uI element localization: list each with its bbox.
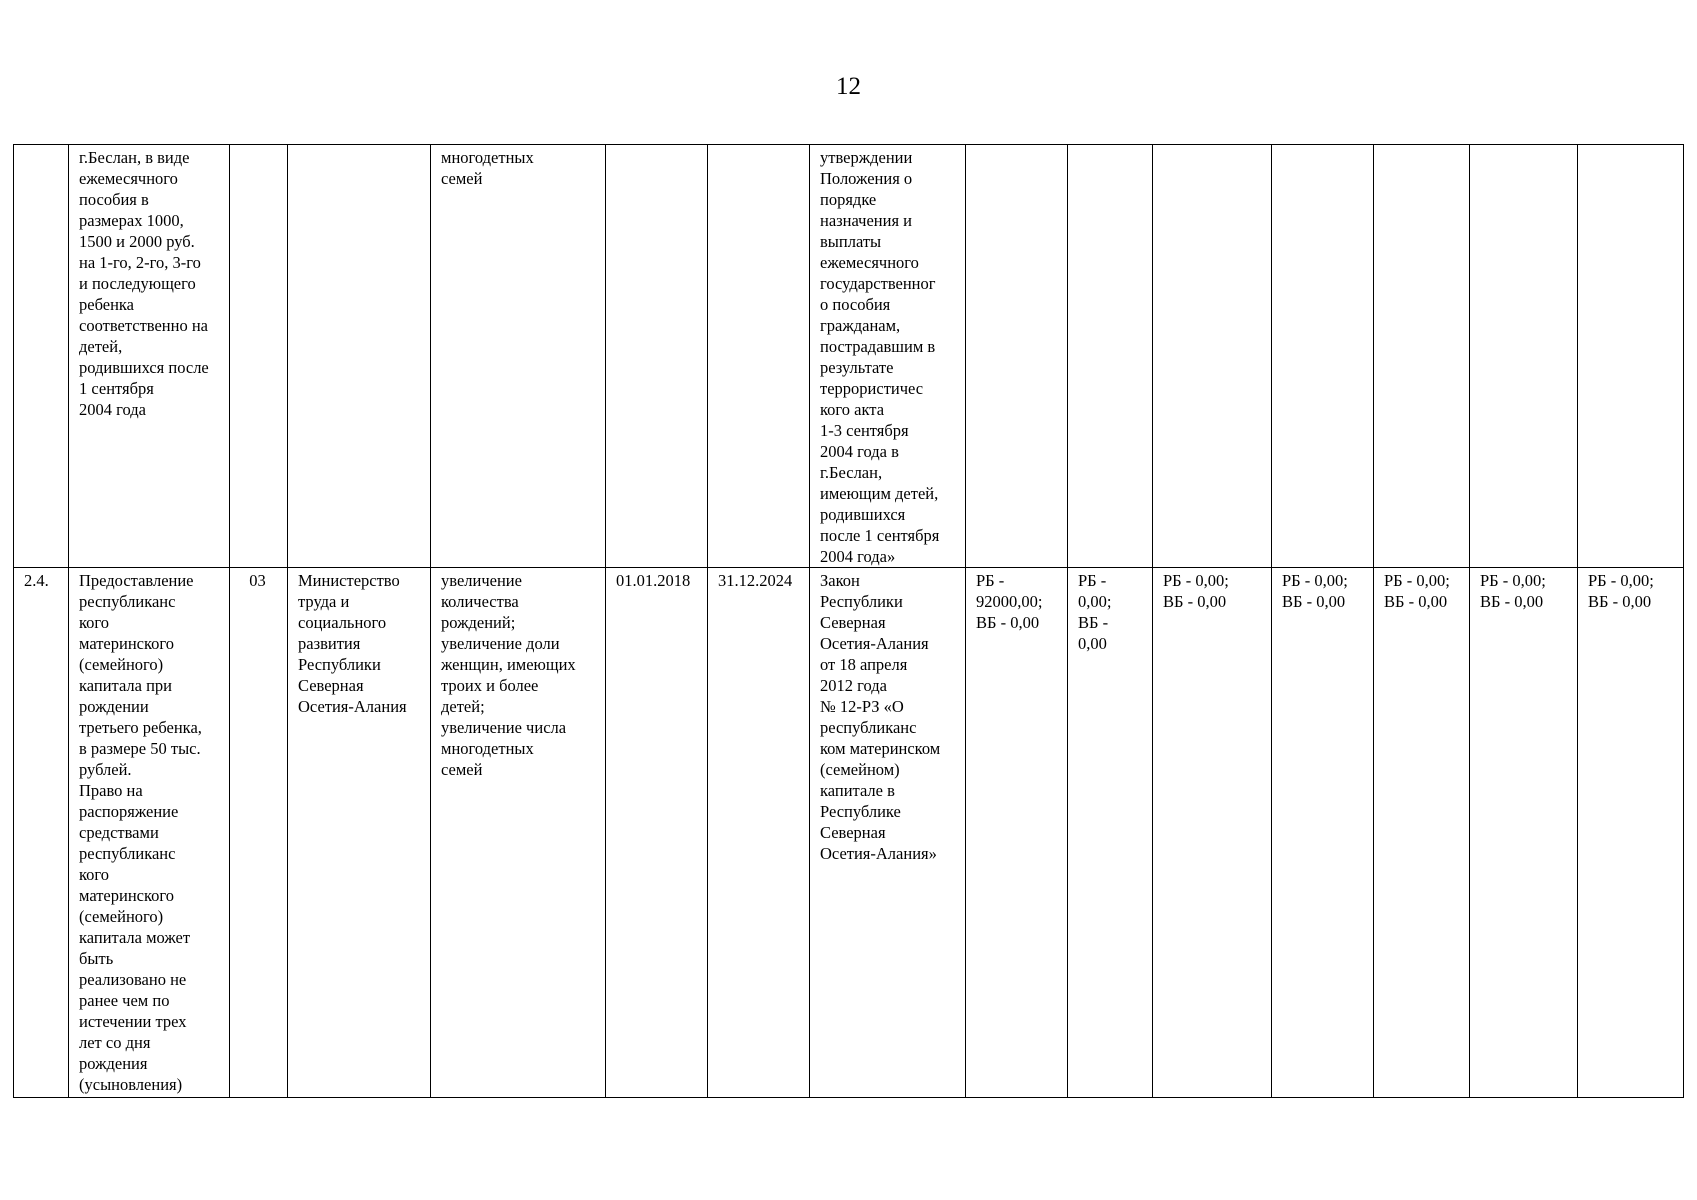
cell-funding-5: РБ - 0,00; ВБ - 0,00 <box>1374 568 1470 1098</box>
cell-code <box>230 145 288 568</box>
cell-code: 03 <box>230 568 288 1098</box>
cell-end-date: 31.12.2024 <box>708 568 810 1098</box>
cell-funding-2: РБ - 0,00; ВБ - 0,00 <box>1068 568 1153 1098</box>
cell-legal-basis: Закон Республики Северная Осетия-Алания от 18 апреля 2012 года № 12-РЗ «О республиканс ком материнском (семейном) капитале в Республике Северная Осетия-Алания» <box>810 568 966 1098</box>
program-table <box>13 144 1684 1098</box>
cell-measure: Предоставление республиканс кого материнского (семейного) капитала при рождении третьего ребенка, в размере 50 тыс. рублей. Право на распоряжение средствами республиканс кого материнского (семейного) капитала может быть реализовано не ранее чем по истечении трех лет со дня рождения (усыновления) <box>69 568 230 1098</box>
cell-start-date <box>606 145 708 568</box>
cell-executor: Министерство труда и социального развития Республики Северная Осетия-Алания <box>288 568 431 1098</box>
cell-number: 2.4. <box>14 568 69 1098</box>
cell-funding-3: РБ - 0,00; ВБ - 0,00 <box>1153 568 1272 1098</box>
cell-result: многодетных семей <box>431 145 606 568</box>
cell-start-date: 01.01.2018 <box>606 568 708 1098</box>
cell-funding-1: РБ - 92000,00; ВБ - 0,00 <box>966 568 1068 1098</box>
cell-funding-4 <box>1272 145 1374 568</box>
cell-funding-7: РБ - 0,00; ВБ - 0,00 <box>1578 568 1684 1098</box>
table-row <box>14 145 1684 568</box>
cell-funding-5 <box>1374 145 1470 568</box>
cell-funding-3 <box>1153 145 1272 568</box>
cell-funding-6 <box>1470 145 1578 568</box>
cell-funding-6: РБ - 0,00; ВБ - 0,00 <box>1470 568 1578 1098</box>
page-number: 12 <box>836 73 861 100</box>
cell-funding-7 <box>1578 145 1684 568</box>
cell-measure: г.Беслан, в виде ежемесячного пособия в размерах 1000, 1500 и 2000 руб. на 1-го, 2-го, 3-го и последующего ребенка соответственно на детей, родившихся после 1 сентября 2004 года <box>69 145 230 568</box>
cell-number <box>14 145 69 568</box>
cell-executor <box>288 145 431 568</box>
cell-funding-1 <box>966 145 1068 568</box>
cell-end-date <box>708 145 810 568</box>
cell-result: увеличение количества рождений; увеличение доли женщин, имеющих троих и более детей; увеличение числа многодетных семей <box>431 568 606 1098</box>
cell-funding-4: РБ - 0,00; ВБ - 0,00 <box>1272 568 1374 1098</box>
cell-legal-basis: утверждении Положения о порядке назначения и выплаты ежемесячного государственног о пособия гражданам, пострадавшим в результате террористичес кого акта 1-3 сентября 2004 года в г.Беслан, имеющим детей, родившихся после 1 сентября 2004 года» <box>810 145 966 568</box>
table-row <box>14 568 1684 1098</box>
cell-funding-2 <box>1068 145 1153 568</box>
